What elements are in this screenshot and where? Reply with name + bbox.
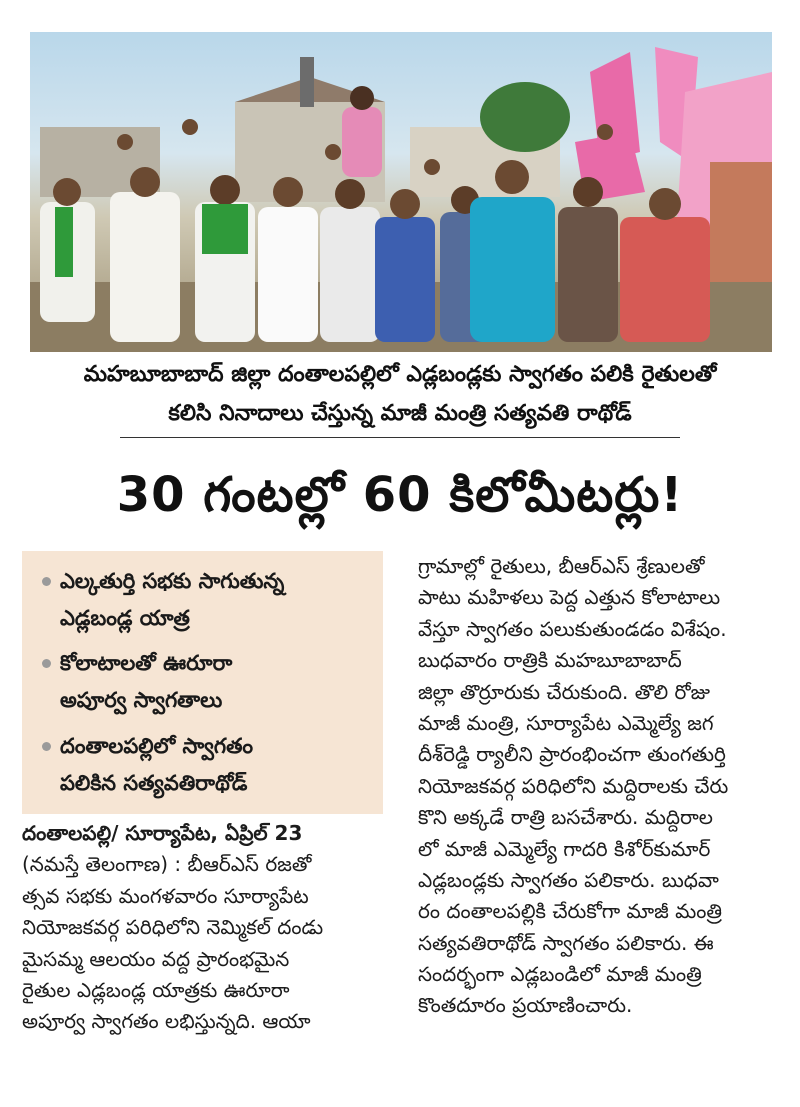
highlight-item: [42, 645, 372, 719]
body-line: ఎడ్లబండ్లకు స్వాగతం పలికారు. బుధవా: [418, 867, 719, 892]
body-line: లో మాజీ ఎమ్మెల్యే గాదరి కిశోర్‌కుమార్: [418, 836, 711, 861]
body-line: జిల్లా తొర్రూరుకు చేరుకుంది. తొలి రోజు: [418, 679, 710, 704]
body-line: మైసమ్మ ఆలయం వద్ద ప్రారంభమైన: [22, 946, 290, 971]
body-line: నియోజకవర్గ పరిధిలోని మద్దిరాలకు చేరు: [418, 773, 729, 798]
body-line: గ్రామాల్లో రైతులు, బీఆర్ఎస్ శ్రేణులతో: [418, 554, 705, 578]
body-line: పాటు మహిళలు పెద్ద ఎత్తున కోలాటాలు: [418, 585, 721, 610]
photo-caption-line: మహబూబాబాద్ జిల్లా దంతాలపల్లిలో ఎడ్లబండ్లకు స్వాగతం పలికి రైతులతో: [83, 362, 717, 387]
bullet-icon: [42, 577, 51, 586]
bullet-icon: [42, 742, 51, 751]
body-line: అపూర్వ స్వాగతం లభిస్తున్నది. ఆయా: [22, 1009, 311, 1034]
body-line: సత్యవతిరాథోడ్ స్వాగతం పలికారు. ఈ: [418, 930, 714, 955]
body-line: రైతుల ఎడ్లబండ్ల యాత్రకు ఊరూరా: [22, 977, 290, 1002]
highlight-text: ఎల్కతుర్తి సభకు సాగుతున్న: [60, 569, 285, 593]
bullet-icon: [42, 659, 51, 668]
highlight-text: దంతాలపల్లిలో స్వాగతం: [60, 734, 254, 758]
news-photo: [30, 32, 772, 352]
body-line: వేస్తూ స్వాగతం పలుకుతుండడం విశేషం.: [418, 616, 727, 641]
highlights-box: [22, 551, 383, 814]
rally-photo-illustration: [30, 32, 772, 352]
highlight-text: ఎడ్లబండ్ల యాత్ర: [60, 606, 190, 630]
body-line: రం దంతాలపల్లికి చేరుకోగా మాజీ మంత్రి: [418, 899, 723, 924]
headline: 30 గంటల్లో 60 కిలోమీటర్లు!: [116, 467, 684, 523]
dateline: దంతాలపల్లి/ సూర్యాపేట, ఏప్రిల్ 23: [22, 821, 303, 845]
article-body-right: [418, 551, 780, 1022]
caption-divider: [120, 437, 680, 438]
body-line: (నమస్తే తెలంగాణ) : బీఆర్ఎస్ రజతో: [22, 852, 312, 877]
highlight-item: [42, 563, 372, 637]
body-line: త్సవ సభకు మంగళవారం సూర్యాపేట: [22, 883, 309, 908]
body-line: కొని అక్కడే రాత్రి బసచేశారు. మద్దిరాల: [418, 805, 713, 830]
body-line: దీశ్‌రెడ్డి ర్యాలీని ప్రారంభించగా తుంగతుర్తి: [418, 742, 726, 767]
photo-caption-line: కలిసి నినాదాలు చేస్తున్న మాజీ మంత్రి సత్యవతి రాథోడ్: [168, 401, 632, 426]
highlight-text: అపూర్వ స్వాగతాలు: [60, 688, 223, 712]
article-body-left: [22, 818, 384, 1038]
body-line: మాజీ మంత్రి, సూర్యాపేట ఎమ్మెల్యే జగ: [418, 710, 714, 735]
body-line: నియోజకవర్గ పరిధిలోని నెమ్మికల్ దండు: [22, 915, 324, 940]
body-line: సందర్భంగా ఎడ్లబండిలో మాజీ మంత్రి: [418, 962, 702, 987]
highlight-item: [42, 728, 372, 802]
body-line: బుధవారం రాత్రికి మహబూబాబాద్: [418, 648, 682, 673]
highlight-text: పలికిన సత్యవతిరాథోడ్: [60, 771, 248, 795]
highlight-text: కోలాటాలతో ఊరూరా: [60, 651, 233, 675]
body-line: కొంతదూరం ప్రయాణించారు.: [418, 993, 633, 1018]
